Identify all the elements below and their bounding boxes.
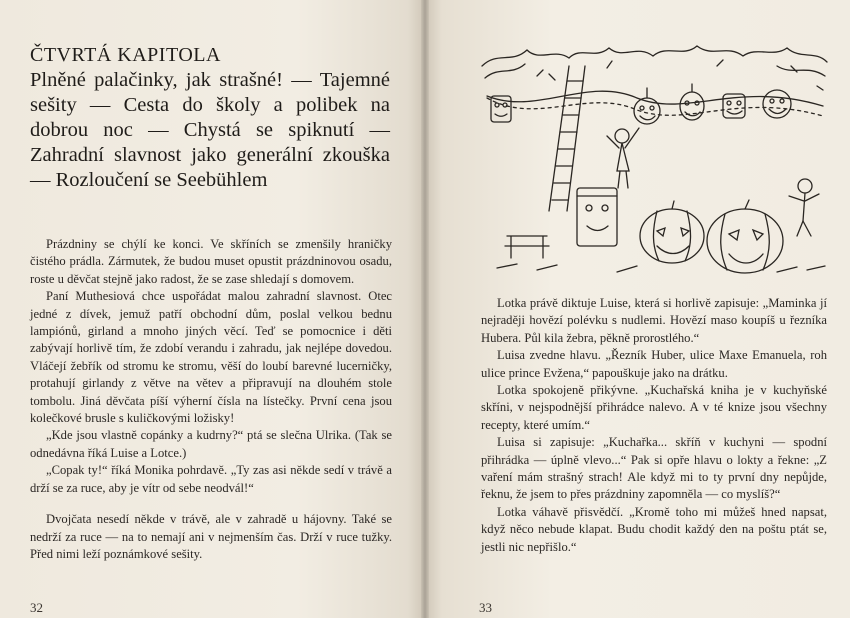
girl-figure [607, 128, 639, 188]
garden-party-illustration [477, 36, 831, 276]
page-number: 32 [30, 600, 43, 615]
ladder [549, 66, 585, 211]
right-page [425, 0, 850, 618]
pumpkin-lantern [707, 200, 783, 273]
book-gutter [421, 0, 429, 618]
lantern-face [634, 88, 660, 124]
paragraph: Paní Muthesiová chce uspořádat malou zahradní slavnost. Otec jedné z dívek, jemuž patří obchodní dům, poslal velkou bednu lampiónů, girland a mnoho jiných věcí. Teď se pomocnice i děti zabývají horlivě tím, že zdobí verandu i zahradu, jak nejlépe dovedou. Vláčejí žebřík od stromu ke stromu, věší do loubí barevné lucerničky, protahují girlandy z větve na větev a připravují na dlouhém stole tombolu. Jiná děvčata píší výherní čísla na lístečky. První cena jsou kolečkové brusle s kuličkovými ložisky! [30, 289, 392, 426]
foliage-top [482, 46, 827, 66]
paragraph: Lotka váhavě přisvědčí. „Kromě toho mi můžeš hned napsat, když něco nebude klapat. Budu chodit každý den na poštu ptát se, jestli nic nepřišlo.“ [481, 504, 827, 554]
paragraph: „Kde jsou vlastně copánky a kudrny?“ ptá se slečna Ulrika. (Tak se odnedávna říká Luise a Lotce.) [30, 428, 392, 460]
box-lantern [577, 188, 617, 246]
paragraph: Luisa si zapisuje: „Kuchařka... skříň v kuchyni — spodní přihrádka — úplně vlevo...“ Pak si opře hlavu o lokty a řekne: „Z vaření mám strašný strach! Ale když mi to ty první dny nepůjde, řeknu, že jsem to přes prázdniny zapomněla — co myslíš?“ [481, 435, 827, 502]
bench [505, 236, 549, 258]
page-number: 33 [479, 600, 492, 615]
lantern-face [763, 90, 791, 118]
pumpkin-lantern [640, 201, 704, 263]
paragraph: „Copak ty!“ říká Monika pohrdavě. „Ty zas asi někde sedí v trávě a drží se za ruce, aby je vítr od sebe neodvál!“ [30, 463, 392, 495]
paragraph: Lotka spokojeně přikývne. „Kuchařská kniha je v kuchyňské skříni, v nejspodnější přihrádce nalevo. A v té knize jsou všechny recepty, které umím.“ [481, 383, 827, 432]
boy-figure [789, 179, 819, 236]
paragraph: Prázdniny se chýlí ke konci. Ve skříních se zmenšily hraničky čistého prádla. Zármutek, že budou muset opustit prázdninovou osadu, roste u děvčat stejně jako radost, že se zase shledají s domovem. [30, 237, 392, 286]
paragraph: Dvojčata nesedí někde v trávě, ale v zahradě u hájovny. Také se nedrží za ruce — na to nemají ani v nejmenším čas. Drží v ruce tužky. Před nimi leží poznámkové sešity. [30, 512, 392, 561]
paragraph: Luisa zvedne hlavu. „Řezník Huber, ulice Maxe Emanuela, roh ulice prince Evžena,“ papouškuje jako na drátku. [481, 348, 827, 380]
paragraph: Lotka právě diktuje Luise, která si horlivě zapisuje: „Maminka jí nejraději hovězí polévku s nudlemi. Hovězí maso koupíš u řezníka Hubera. Půl kila žebra, pěkně prorostlého.“ [481, 296, 827, 345]
left-page-body [30, 236, 392, 563]
right-page-body [481, 295, 827, 556]
chapter-title: ČTVRTÁ KAPITOLA [30, 44, 221, 66]
chapter-subtitle: Plněné palačinky, jak strašné! — Tajemné sešity — Cesta do školy a polibek na dobrou noc — Chystá se spiknutí — Zahradní slavnost jako generální zkouška — Rozloučení se Seebühlem [30, 69, 390, 191]
